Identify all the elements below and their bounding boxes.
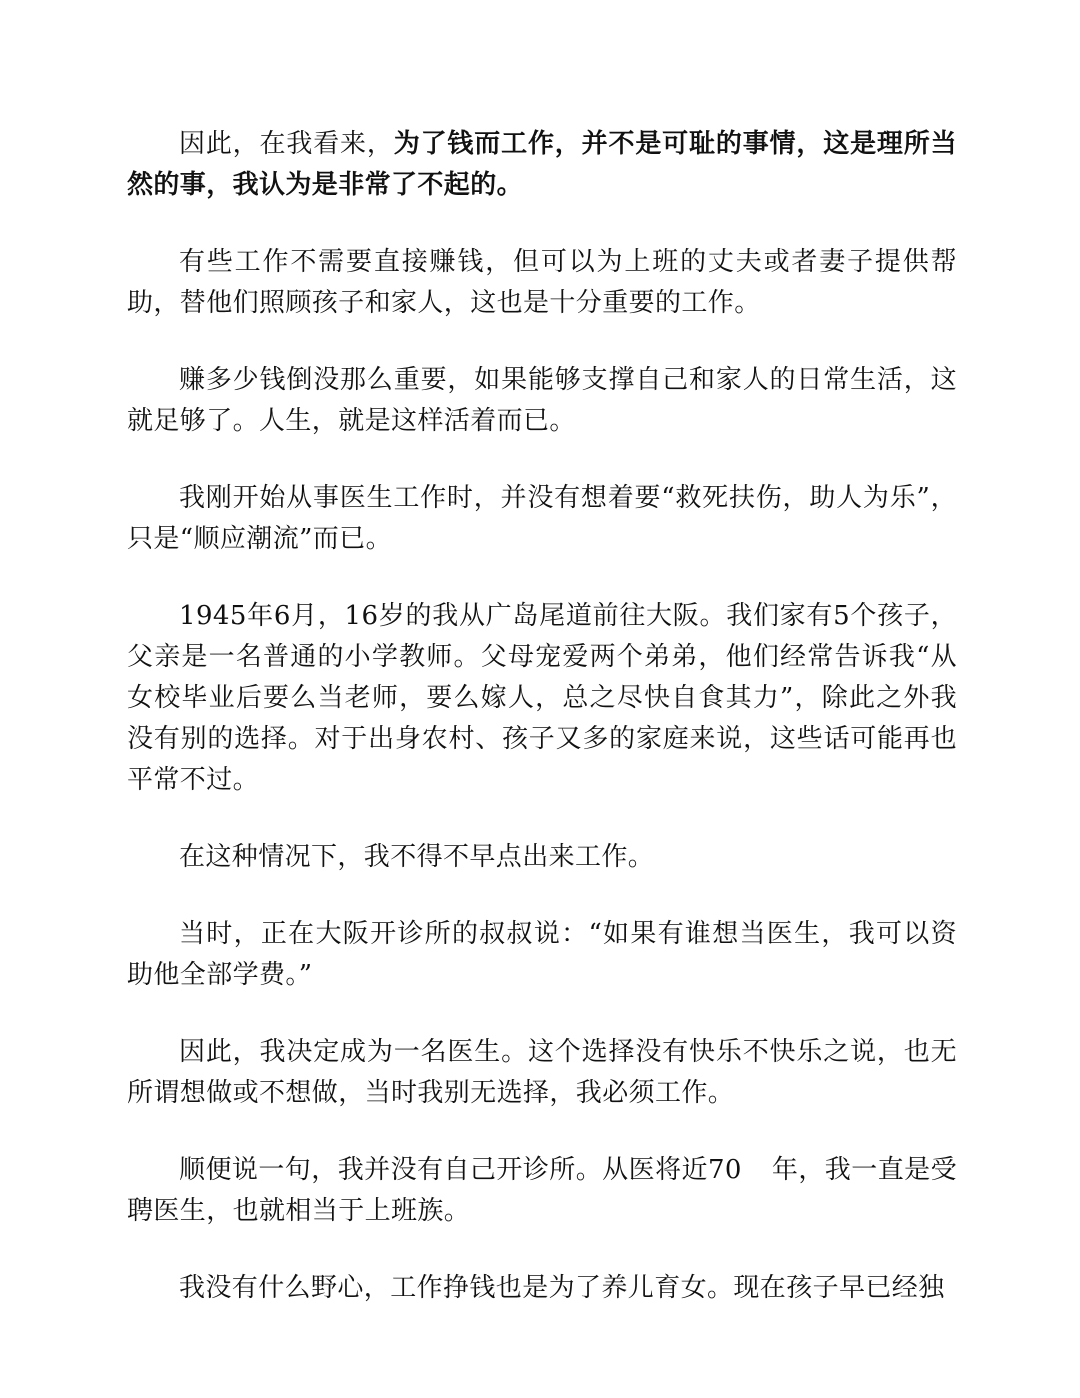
paragraph-2: 有些工作不需要直接赚钱，但可以为上班的丈夫或者妻子提供帮助，替他们照顾孩子和家人，这也是十分重要的工作。	[127, 247, 957, 318]
paragraph-9	[127, 1150, 957, 1232]
paragraph-7: 当时，正在大阪开诊所的叔叔说：“如果有谁想当医生，我可以资助他全部学费。”	[127, 919, 957, 990]
paragraph-9-part-1: 顺便说一句，我并没有自己开诊所。从医将近70	[179, 1155, 742, 1185]
paragraph-10: 我没有什么野心，工作挣钱也是为了养儿育女。现在孩子早已经独	[179, 1273, 945, 1303]
paragraph-1	[127, 124, 957, 206]
paragraph-1-intro: 因此，在我看来，	[179, 129, 394, 159]
paragraph-1-emphasis: 为了钱而工作，并不是可耻的事情，这是理所当然的事，我认为是非常了不起的。	[127, 129, 958, 200]
paragraph-8: 因此，我决定成为一名医生。这个选择没有快乐不快乐之说，也无所谓想做或不想做，当时我别无选择，我必须工作。	[127, 1037, 957, 1108]
paragraph-4: 我刚开始从事医生工作时，并没有想着要“救死扶伤，助人为乐”，只是“顺应潮流”而已。	[127, 483, 957, 554]
paragraph-9-part-2: 年，我一直是受聘医生，也就相当于上班族。	[127, 1155, 957, 1226]
paragraph-3: 赚多少钱倒没那么重要，如果能够支撑自己和家人的日常生活，这就足够了。人生，就是这样活着而已。	[127, 365, 957, 436]
paragraph-6: 在这种情况下，我不得不早点出来工作。	[179, 842, 655, 872]
paragraph-5: 1945年6月，16岁的我从广岛尾道前往大阪。我们家有5个孩子，父亲是一名普通的小学教师。父母宠爱两个弟弟，他们经常告诉我“从女校毕业后要么当老师，要么嫁人，总之尽快自食其力”，除此之外我没有别的选择。对于出身农村、孩子又多的家庭来说，这些话可能再也平常不过。	[127, 601, 957, 795]
article-body	[127, 124, 957, 1345]
